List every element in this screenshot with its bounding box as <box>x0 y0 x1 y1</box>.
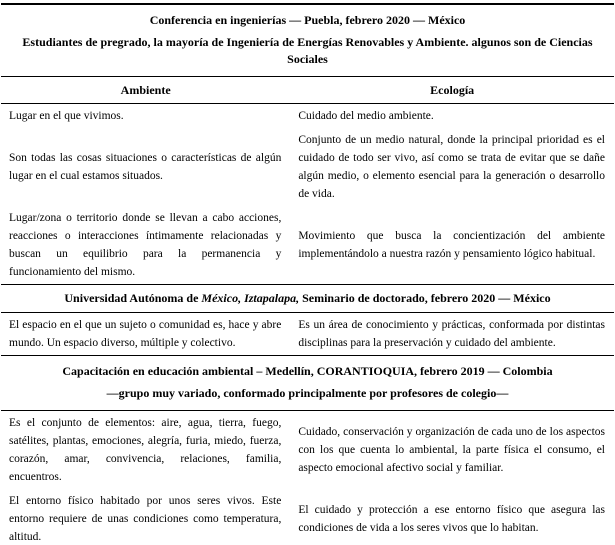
column-header-ambiente: Ambiente <box>1 77 290 104</box>
cell-s2-r1-ecologia: Es un área de conocimiento y prácticas, conformada por distintas disciplinas para la preservación y cuidado del ambiente. <box>298 319 605 349</box>
section-2-title <box>1 285 614 313</box>
column-header-ecologia: Ecología <box>290 77 614 104</box>
cell-s3-r1-ecologia: Cuidado, conservación y organización de cada uno de los aspectos con los que cuenta lo ambiental, la parte física el consumo, el aspecto emocional afectivo social y familiar. <box>298 426 605 474</box>
table-row <box>1 128 614 206</box>
cell-s1-r3-ecologia: Movimiento que busca la concientización del ambiente implementándolo a nuestra razón y pensamiento lógico habitual. <box>298 230 605 260</box>
section-2-title-italic: México, Iztapalapa, <box>201 291 300 305</box>
section-2-title-prefix: Universidad Autónoma de <box>64 291 202 305</box>
table-row <box>1 489 614 545</box>
section-3-title: Capacitación en educación ambiental – Medellín, CORANTIOQUIA, febrero 2019 — Colombia <box>1 356 614 382</box>
section-3-subtitle: —grupo muy variado, conformado principalmente por profesores de colegio— <box>1 381 614 411</box>
table-row <box>1 313 614 356</box>
cell-s3-r2-ambiente: El entorno físico habitado por unos seres vivos. Este entorno requiere de unas condiciones como temperatura, altitud. <box>9 495 282 543</box>
ambiente-ecologia-table <box>1 3 614 545</box>
cell-s1-r1-ecologia: Cuidado del medio ambiente. <box>298 110 434 122</box>
section-1-title: Conferencia en ingenierías — Puebla, febrero 2020 — México <box>149 13 466 27</box>
cell-s1-r1-ambiente: Lugar en el que vivimos. <box>9 110 124 122</box>
cell-s3-r2-ecologia: El cuidado y protección a ese entorno físico que asegura las condiciones de vida a los seres vivos que lo habitan. <box>298 504 605 534</box>
section-2-title-suffix: Seminario de doctorado, febrero 2020 — México <box>299 291 551 305</box>
table-row <box>1 411 614 490</box>
cell-s2-r1-ambiente: El espacio en el que un sujeto o comunidad es, hace y abre mundo. Un espacio diverso, múltiple y colectivo. <box>9 319 282 349</box>
cell-s1-r2-ecologia: Conjunto de un medio natural, donde la principal prioridad es el cuidado de todo ser vivo, así como se trata de evitar que se dañe algún medio, o elemento esencial para la generación o desarrollo de vida. <box>298 134 605 200</box>
table-row <box>1 206 614 285</box>
section-1-subtitle: Estudiantes de pregrado, la mayoría de Ingeniería de Energías Renovables y Ambiente. algunos son de Ciencias Sociales <box>1 30 614 77</box>
cell-s1-r2-ambiente: Son todas las cosas situaciones o características de algún lugar en el cual estamos situados. <box>9 152 282 182</box>
table-row <box>1 104 614 129</box>
cell-s3-r1-ambiente: Es el conjunto de elementos: aire, agua, tierra, fuego, satélites, plantas, emociones, alegría, furia, miedo, fuerza, corazón, amar, convivencia, relaciones, familia, encuentros. <box>9 417 282 483</box>
cell-s1-r3-ambiente: Lugar/zona o territorio donde se llevan a cabo acciones, reacciones o interacciones íntimamente relacionadas y buscan un equilibrio para la permanencia y funcionamiento del mismo. <box>9 212 282 278</box>
